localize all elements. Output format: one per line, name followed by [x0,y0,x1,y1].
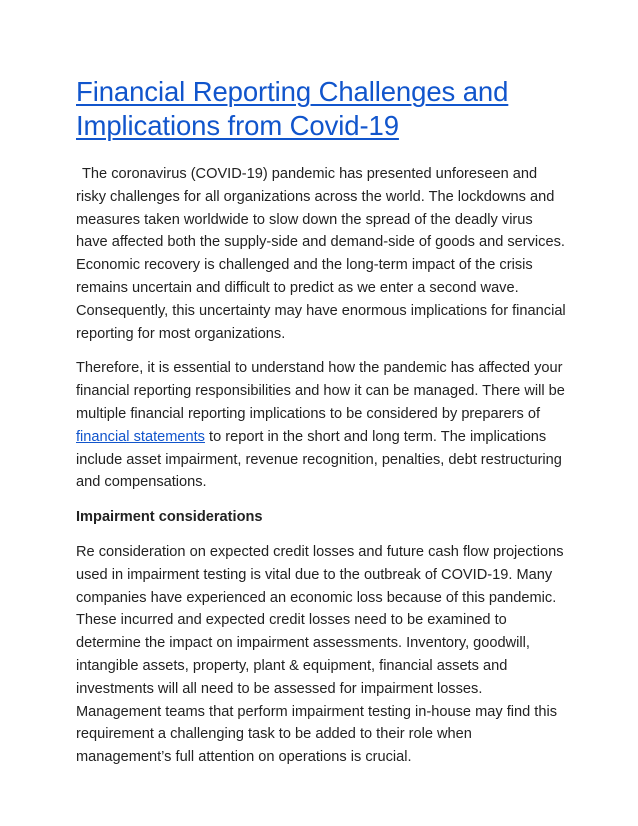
second-paragraph-text-after-link: to report in the short and long term. The implications include asset impairment, revenue recognition, penalties, debt restructuring and compensations. [76,428,562,491]
section-heading-impairment: Impairment considerations [76,509,263,526]
intro-paragraph: The coronavirus (COVID-19) pandemic has presented unforeseen and risky challenges for all organizations across the world. The lockdowns and measures taken worldwide to slow down the spread of the deadly virus have affected both the supply-side and demand-side of goods and services. Economic recovery is challenged and the long-term impact of the crisis remains uncertain and difficult to predict as we enter a second wave. Consequently, this uncertainty may have enormous implications for financial reporting for most organizations. [76,166,566,342]
impairment-paragraph: Re consideration on expected credit losses and future cash flow projections used in impairment testing is vital due to the outbreak of COVID-19. Many companies have experienced an economic loss because of this pandemic. These incurred and expected credit losses need to be examined to determine the impact on impairment assessments. Inventory, goodwill, intangible assets, property, plant & equipment, financial assets and investments will all need to be assessed for impairment losses. Management teams that perform impairment testing in-house may find this requirement a challenging task to be added to their role when management’s full attention on operations is crucial. [76,543,564,766]
financial-statements-link[interactable]: financial statements [76,428,205,445]
document-page [76,75,566,769]
second-paragraph-text-before-link: Therefore, it is essential to understand how the pandemic has affected your financial reporting responsibilities and how it can be managed. There will be multiple financial reporting implications to be considered by preparers of [76,360,565,422]
document-title [76,75,566,143]
second-paragraph [76,357,566,494]
title-link[interactable]: Financial Reporting Challenges and Implications from Covid-19 [76,76,509,141]
